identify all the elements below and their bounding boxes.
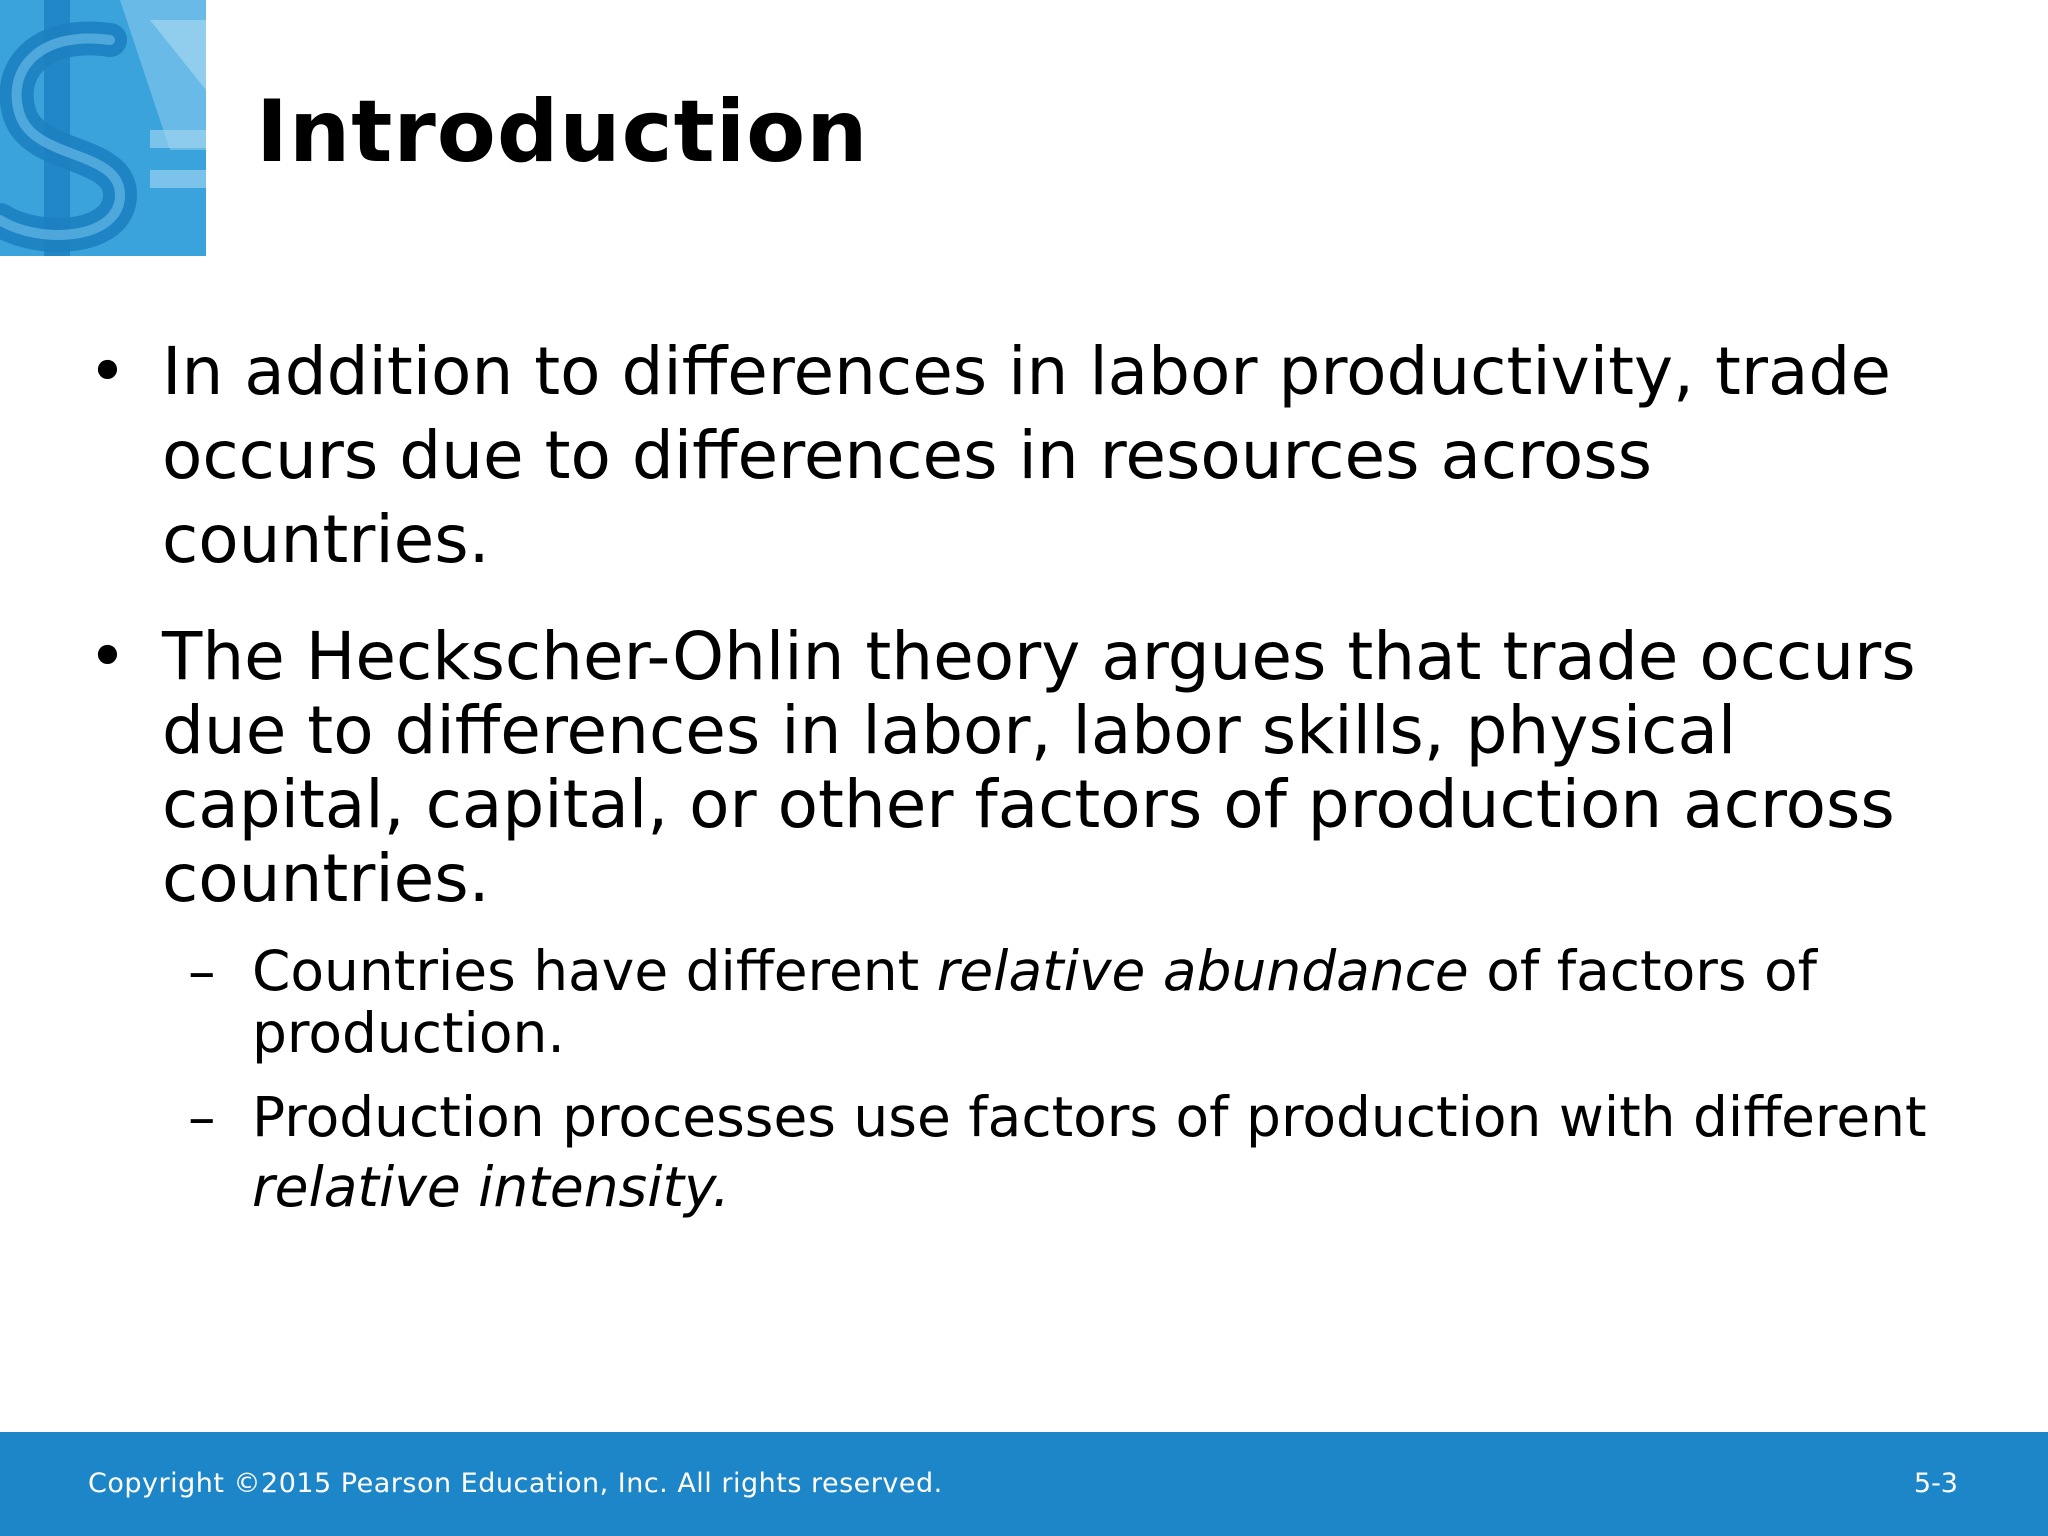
sub-bullet-marker: – <box>188 939 216 1003</box>
sub-bullet-item <box>80 1082 1960 1222</box>
bullet-marker: • <box>88 333 127 410</box>
sub-bullet-marker: – <box>188 1085 216 1149</box>
sub-bullet-emphasis: relative abundance <box>936 939 1469 1003</box>
bullet-text: The Heckscher-Ohlin theory argues that trade occurs due to differences in labor, labor skills, physical capital, capital, or other factors of production across countries. <box>162 618 1916 917</box>
slide-title: Introduction <box>256 82 869 182</box>
footer-bar <box>0 1432 2048 1536</box>
sub-bullet-emphasis: relative intensity. <box>252 1155 730 1219</box>
bullet-text: In addition to differences in labor productivity, trade occurs due to differences in resources across countries. <box>162 333 1891 578</box>
slide-body <box>80 330 1960 1240</box>
bullet-item <box>80 620 1960 916</box>
bullet-item <box>80 330 1960 582</box>
dollar-logo-icon <box>0 0 206 256</box>
sub-bullet-text: Production processes use factors of production with different <box>252 1085 1927 1149</box>
copyright-text: Copyright ©2015 Pearson Education, Inc. All rights reserved. <box>88 1468 943 1499</box>
sub-bullet-text: Countries have different <box>252 939 937 1003</box>
sub-bullet-text: of factors of production. <box>252 939 1818 1065</box>
bullet-marker: • <box>88 618 127 695</box>
sub-bullet-item <box>80 940 1960 1064</box>
page-number: 5-3 <box>1913 1468 1958 1499</box>
